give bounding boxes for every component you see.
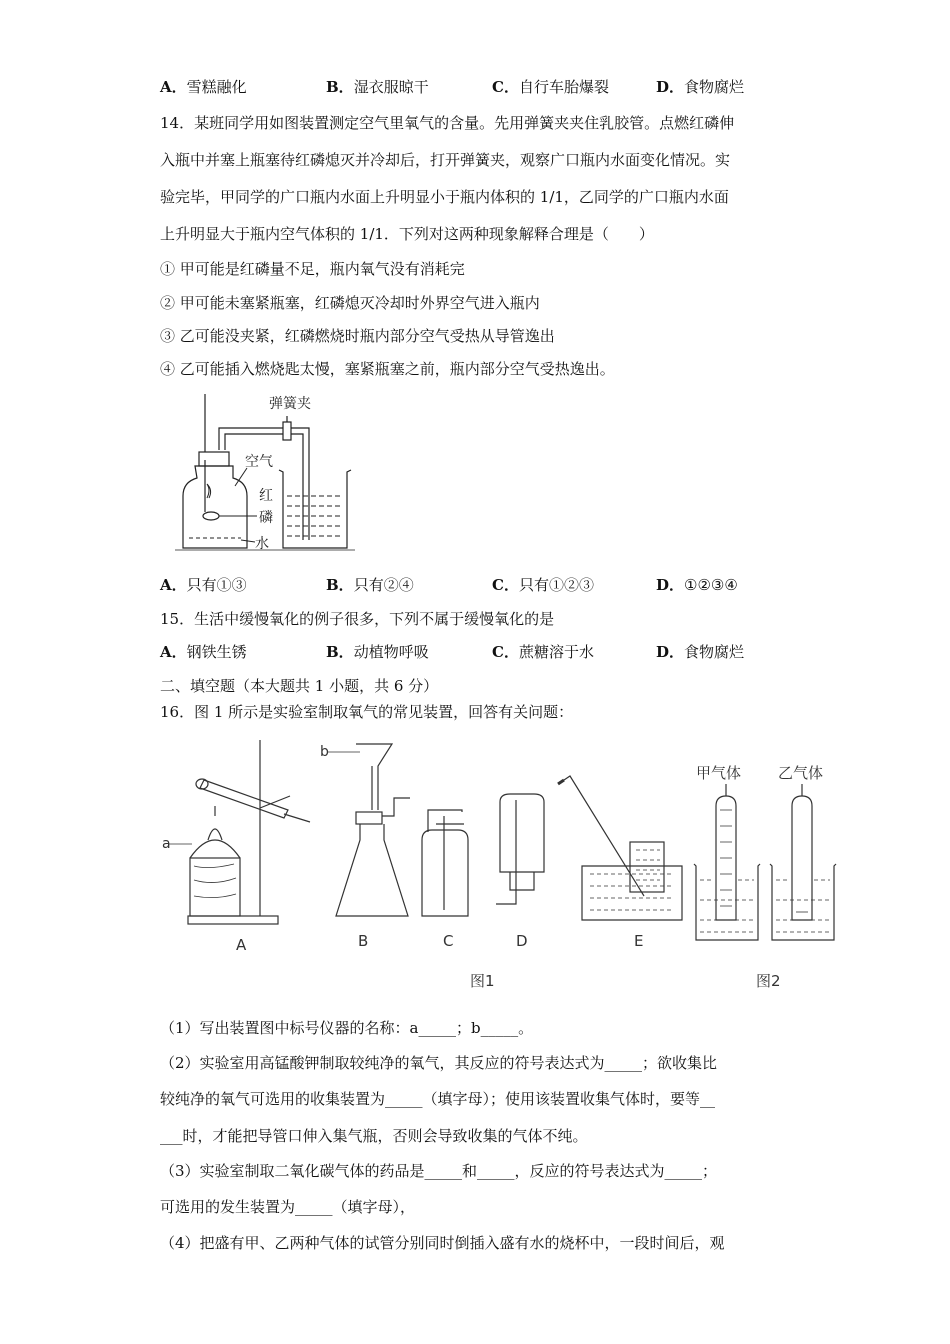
label-device-b: B: [358, 932, 369, 950]
q14-option-a: A．只有①③: [160, 576, 247, 594]
q16-line-6: 可选用的发生装置为_____（填字母），: [160, 1198, 416, 1216]
q14-statement-3: ③ 乙可能没夹紧，红磷燃烧时瓶内部分空气受热从导管逸出: [160, 327, 555, 345]
label-device-d: D: [516, 932, 528, 950]
air-label: 空气: [245, 454, 273, 470]
phosphorus-label-2: 磷: [259, 510, 273, 526]
q13-option-c: C．自行车胎爆裂: [492, 78, 609, 96]
q14-stem-line-4: 上升明显大于瓶内空气体积的 1/1．下列对这两种现象解释合理是（ ）: [160, 225, 654, 243]
q14-option-c: C．只有①②③: [492, 576, 594, 594]
q16-line-3: 较纯净的氧气可选用的收集装置为_____（填字母）；使用该装置收集气体时，要等__: [160, 1090, 716, 1108]
q16-line-5: （3）实验室制取二氧化碳气体的药品是_____和_____，反应的符号表达式为_____；: [160, 1162, 718, 1180]
q16-line-1: （1）写出装置图中标号仪器的名称：a_____；b_____。: [160, 1019, 534, 1037]
q14-stem-line-3: 验完毕，甲同学的广口瓶内水面上升明显小于瓶内体积的 1/1，乙同学的广口瓶内水面: [160, 188, 729, 206]
section-heading: 二、填空题（本大题共 1 小题，共 6 分）: [160, 677, 439, 695]
clip-label: 弹簧夹: [269, 396, 311, 412]
q15-option-d: D．食物腐烂: [656, 643, 745, 661]
q16-stem: 16．图 1 所示是实验室制取氧气的常见装置，回答有关问题：: [160, 703, 574, 721]
label-b: b: [320, 744, 329, 760]
q14-option-d: D．①②③④: [656, 576, 738, 594]
label-fig2: 图2: [756, 972, 781, 990]
label-fig1: 图1: [470, 972, 495, 990]
label-device-a: A: [236, 936, 247, 954]
label-a: a: [162, 836, 171, 852]
q13-option-a: A．雪糕融化: [160, 78, 247, 96]
q13-option-d: D．食物腐烂: [656, 78, 745, 96]
label-device-e: E: [634, 932, 644, 950]
q14-statement-1: ① 甲可能是红磷量不足，瓶内氧气没有消耗完: [160, 260, 465, 278]
q15-stem: 15．生活中缓慢氧化的例子很多，下列不属于缓慢氧化的是: [160, 610, 555, 628]
q16-line-4: ___时，才能把导管口伸入集气瓶，否则会导致收集的气体不纯。: [160, 1127, 588, 1145]
q16-apparatus-figure: [160, 740, 850, 1000]
q14-statement-4: ④ 乙可能插入燃烧匙太慢，塞紧瓶塞之前，瓶内部分空气受热逸出。: [160, 360, 615, 378]
label-gas-2: 乙气体: [778, 764, 824, 782]
q13-option-b: B．湿衣服晾干: [326, 78, 429, 96]
q14-statement-2: ② 甲可能未塞紧瓶塞，红磷熄灭冷却时外界空气进入瓶内: [160, 294, 540, 312]
q16-line-2: （2）实验室用高锰酸钾制取较纯净的氧气，其反应的符号表达式为_____；欲收集比: [160, 1054, 718, 1072]
q14-stem-line-1: 14．某班同学用如图装置测定空气里氧气的含量。先用弹簧夹夹住乳胶管。点燃红磷伸: [160, 114, 735, 132]
q14-stem-line-2: 入瓶中并塞上瓶塞待红磷熄灭并冷却后，打开弹簧夹，观察广口瓶内水面变化情况。实: [160, 151, 731, 169]
label-gas-1: 甲气体: [696, 764, 742, 782]
phosphorus-label-1: 红: [259, 488, 273, 504]
q16-line-7: （4）把盛有甲、乙两种气体的试管分别同时倒插入盛有水的烧杯中，一段时间后，观: [160, 1234, 725, 1252]
q15-option-b: B．动植物呼吸: [326, 643, 429, 661]
q14-option-b: B．只有②④: [326, 576, 414, 594]
q15-option-a: A．钢铁生锈: [160, 643, 247, 661]
q15-option-c: C．蔗糖溶于水: [492, 643, 594, 661]
label-device-c: C: [443, 932, 454, 950]
q14-apparatus-figure: [175, 388, 365, 558]
water-label: 水: [255, 536, 269, 552]
